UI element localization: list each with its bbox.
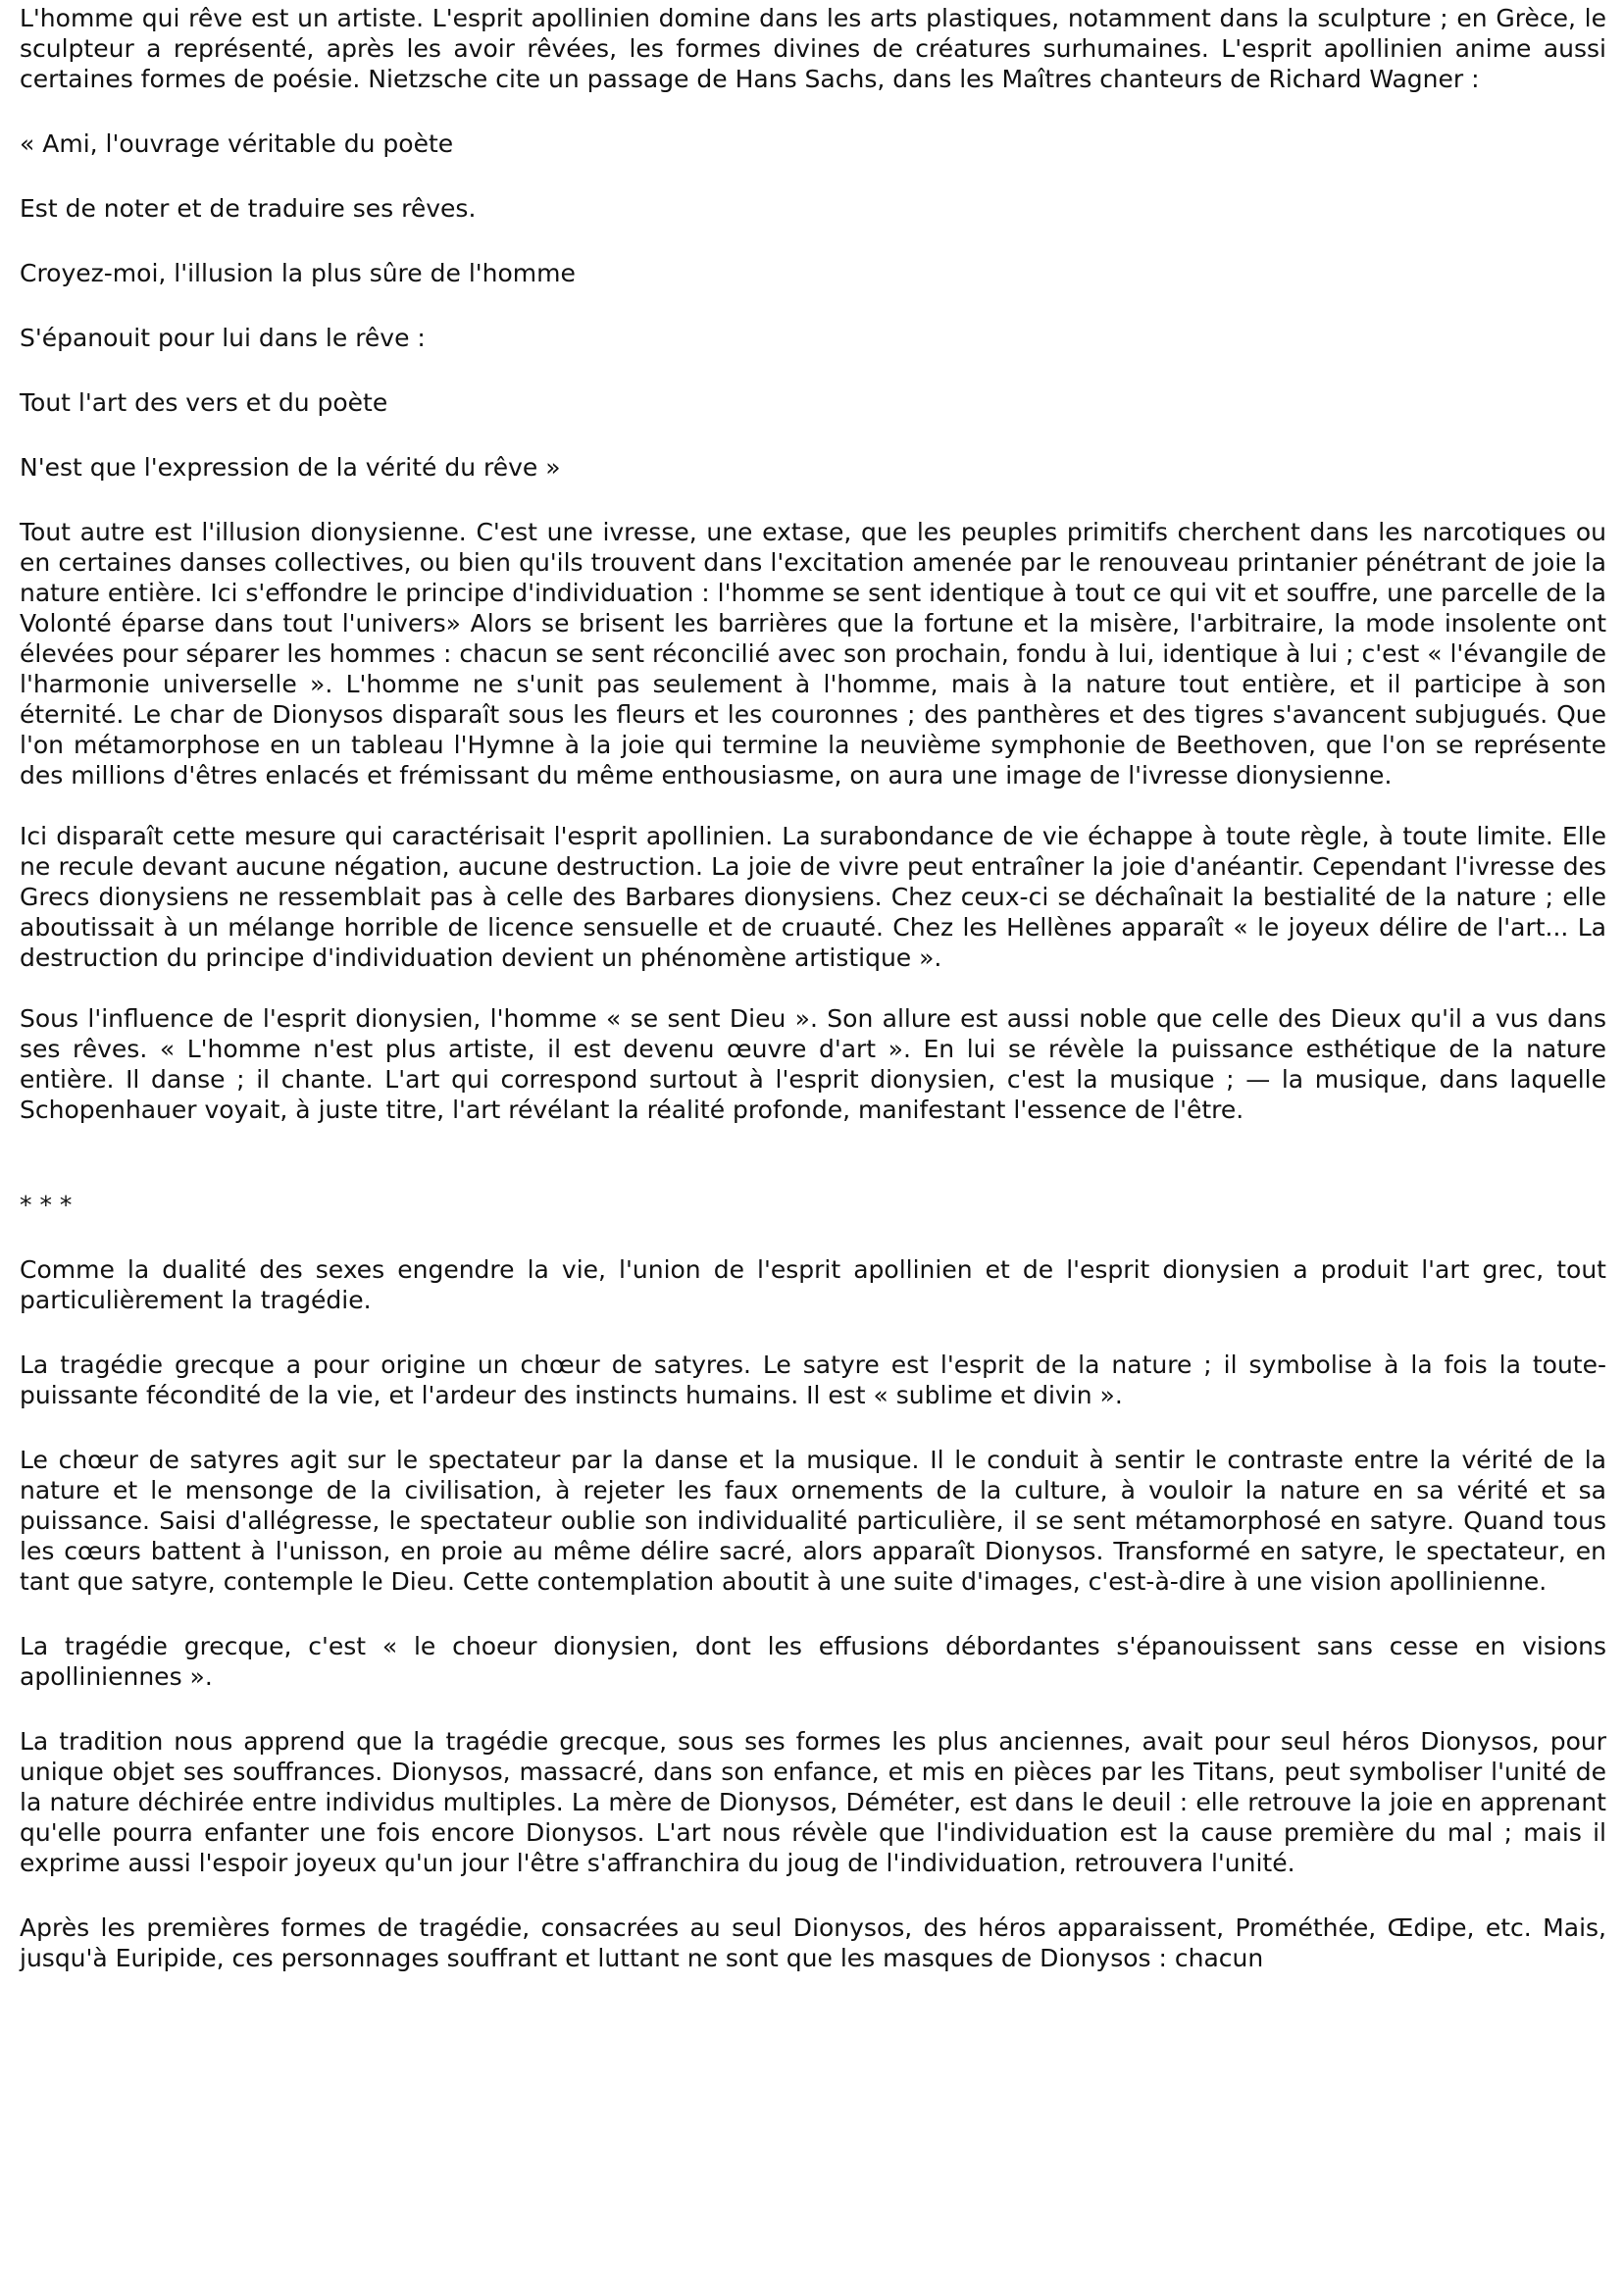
paragraph-tradition-dionysos: La tradition nous apprend que la tragédie grecque, sous ses formes les plus anciennes, avait pour seul héros Dionysos, pour unique objet ses souffrances. Dionysos, massacré, dans son enfance, et mis en pièces par les Titans, peut symboliser l'unité de la nature déchirée entre individus multiples. La mère de Dionysos, Déméter, est dans le deuil : elle retrouve la joie en apprenant qu'elle pourra enfanter une fois encore Dionysos. L'art nous révèle que l'individuation est la cause première du mal ; mais il exprime aussi l'espoir joyeux qu'un jour l'être s'affranchira du joug de l'individuation, retrouvera l'unité. xyxy=(20,1727,1606,1877)
verse-line-1: « Ami, l'ouvrage véritable du poète xyxy=(20,129,454,158)
verse-line-6: N'est que l'expression de la vérité du rêve » xyxy=(20,453,561,482)
paragraph-satyr-chorus: La tragédie grecque a pour origine un chœur de satyres. Le satyre est l'esprit de la nature ; il symbolise à la fois la toute-puissante fécondité de la vie, et l'ardeur des instincts humains. Il est « sublime et divin ». xyxy=(20,1351,1606,1409)
verse-line-2: Est de noter et de traduire ses rêves. xyxy=(20,194,477,223)
verse-line-5: Tout l'art des vers et du poète xyxy=(20,388,388,417)
paragraph-apollinian-art: L'homme qui rêve est un artiste. L'esprit apollinien domine dans les arts plastiques, notamment dans la sculpture ; en Grèce, le sculpteur a représenté, après les avoir rêvées, les formes divines de créatures surhumaines. L'esprit apollinien anime aussi certaines formes de poésie. Nietzsche cite un passage de Hans Sachs, dans les Maîtres chanteurs de Richard Wagner : xyxy=(20,4,1606,93)
section-separator: * * * xyxy=(20,1191,73,1219)
paragraph-tragedy-definition: La tragédie grecque, c'est « le choeur dionysien, dont les effusions débordantes s'épanouissent sans cesse en visions apolliniennes ». xyxy=(20,1632,1606,1691)
paragraph-heroes-appear: Après les premières formes de tragédie, consacrées au seul Dionysos, des héros apparaissent, Prométhée, Œdipe, etc. Mais, jusqu'à Euripide, ces personnages souffrant et luttant ne sont que les masques de Dionysos : chacun xyxy=(20,1913,1606,1972)
paragraph-man-feels-god: Sous l'influence de l'esprit dionysien, l'homme « se sent Dieu ». Son allure est aussi noble que celle des Dieux qu'il a vus dans ses rêves. « L'homme n'est plus artiste, il est devenu œuvre d'art ». En lui se révèle la puissance esthétique de la nature entière. Il danse ; il chante. L'art qui correspond surtout à l'esprit dionysien, c'est la musique ; — la musique, dans laquelle Schopenhauer voyait, à juste titre, l'art révélant la réalité profonde, manifestant l'essence de l'être. xyxy=(20,1004,1606,1124)
paragraph-dionysian-illusion: Tout autre est l'illusion dionysienne. C'est une ivresse, une extase, que les peuples primitifs cherchent dans les narcotiques ou en certaines danses collectives, ou bien qu'ils trouvent dans l'excitation amenée par le renouveau printanier pénétrant de joie la nature entière. Ici s'effondre le principe d'individuation : l'homme se sent identique à tout ce qui vit et souffre, une parcelle de la Volonté éparse dans tout l'univers» Alors se brisent les barrières que la fortune et la misère, l'arbitraire, la mode insolente ont élevées pour séparer les hommes : chacun se sent réconcilié avec son prochain, fondu à lui, identique à lui ; c'est « l'évangile de l'harmonie universelle ». L'homme ne s'unit pas seulement à l'homme, mais à la nature tout entière, et il participe à son éternité. Le char de Dionysos disparaît sous les fleurs et les couronnes ; des panthères et des tigres s'avancent subjugués. Que l'on métamorphose en un tableau l'Hymne à la joie qui termine la neuvième symphonie de Beethoven, que l'on se représente des millions d'êtres enlacés et frémissant du même enthousiasme, on aura une image de l'ivresse dionysienne. xyxy=(20,518,1606,790)
verse-line-4: S'épanouit pour lui dans le rêve : xyxy=(20,324,426,352)
paragraph-measure-disappears: Ici disparaît cette mesure qui caractérisait l'esprit apollinien. La surabondance de vie échappe à toute règle, à toute limite. Elle ne recule devant aucune négation, aucune destruction. La joie de vivre peut entraîner la joie d'anéantir. Cependant l'ivresse des Grecs dionysiens ne ressemblait pas à celle des Barbares dionysiens. Chez ceux-ci se déchaînait la bestialité de la nature ; elle aboutissait à un mélange horrible de licence sensuelle et de cruauté. Chez les Hellènes apparaît « le joyeux délire de l'art... La destruction du principe d'individuation devient un phénomène artistique ». xyxy=(20,822,1606,972)
paragraph-chorus-effect: Le chœur de satyres agit sur le spectateur par la danse et la musique. Il le conduit à sentir le contraste entre la vérité de la nature et le mensonge de la civilisation, à rejeter les faux ornements de la culture, à vouloir la nature en sa vérité et sa puissance. Saisi d'allégresse, le spectateur oublie son individualité particulière, il se sent métamorphosé en satyre. Quand tous les cœurs battent à l'unisson, en proie au même délire sacré, alors apparaît Dionysos. Transformé en satyre, le spectateur, en tant que satyre, contemple le Dieu. Cette contemplation aboutit à une suite d'images, c'est-à-dire à une vision apollinienne. xyxy=(20,1446,1606,1596)
verse-line-3: Croyez-moi, l'illusion la plus sûre de l'homme xyxy=(20,259,576,287)
paragraph-union-of-spirits: Comme la dualité des sexes engendre la vie, l'union de l'esprit apollinien et de l'esprit dionysien a produit l'art grec, tout particulièrement la tragédie. xyxy=(20,1255,1606,1314)
